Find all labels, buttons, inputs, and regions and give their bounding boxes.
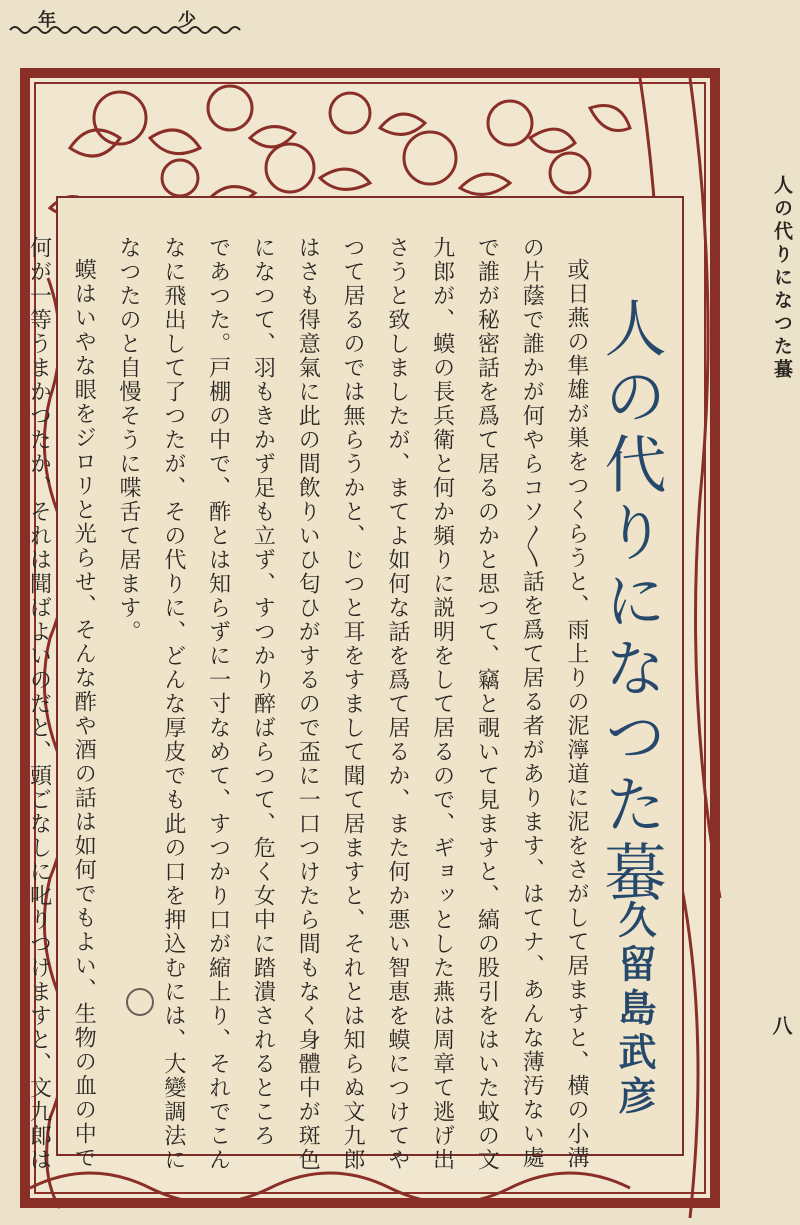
- text-column: 九郎が、蟆の長兵衛と何か頻りに説明をして居るので、ギョッとした燕は周章て逃げ出: [429, 236, 455, 1172]
- text-column: なつたのと自慢そうに喋舌て居ます。: [116, 236, 142, 644]
- text-column: はさも得意氣に此の間飲りいひ匂ひがするので盃に一口つけたら間もなく身體中が斑色: [295, 236, 321, 1172]
- page-number: 八: [769, 1015, 793, 1035]
- page-header: [0, 0, 800, 40]
- text-column: なに飛出して了つたが、その代りに、どんな厚皮でも此の口を押込むには、大變調法に: [160, 236, 186, 1172]
- story-title: 人の代りになつた蟇: [594, 296, 667, 908]
- text-column: で誰が秘密話を爲て居るのかと思つて、竊と覗いて見ますと、縞の股引をはいた蚊の文: [474, 236, 500, 1172]
- text-column: さうと致しましたが、まてよ如何な話を爲て居るか、また何か悪い智恵を蟆につけてや: [384, 236, 410, 1172]
- text-column: 何が一等うまかつたか、それは聞ばよいのだと、頭ごなしに叱りつけますと、文九郎は: [26, 236, 52, 1172]
- text-column: になつて、羽もきかず足も立ず、すつかり醉ばらつて、危く女中に踏潰されるところ: [250, 236, 276, 1148]
- header-left-char: 年: [38, 10, 56, 31]
- header-right-char: 少: [178, 10, 196, 31]
- text-column: であつた。戸棚の中で、酢とは知らずに一寸なめて、すつかり口が縮上り、それでこん: [205, 236, 231, 1172]
- text-column: つて居るのでは無らうかと、じつと耳をすまして聞て居ますと、それとは知らぬ文九郎: [340, 236, 366, 1172]
- author-name: 久留島武彦: [612, 900, 657, 1120]
- story-body: [26, 236, 598, 1172]
- text-column: の片蔭で誰かが何やらコソ〳〵話を爲て居る者があります、はてナ、あんな薄汚ない處: [519, 236, 545, 1170]
- text-column: 蟆はいやな眼をジロリと光らせ、そんな酢や酒の話は如何でもよい、生物の血の中で: [71, 258, 97, 1170]
- header-wave-rule: [10, 24, 240, 36]
- library-stamp-mark: [126, 988, 154, 1016]
- text-column: 或日燕の隼雄が巣をつくらうと、雨上りの泥濘道に泥をさがして居ますと、横の小溝: [564, 258, 589, 1170]
- running-title: 人の代りになつた蟇: [771, 175, 793, 382]
